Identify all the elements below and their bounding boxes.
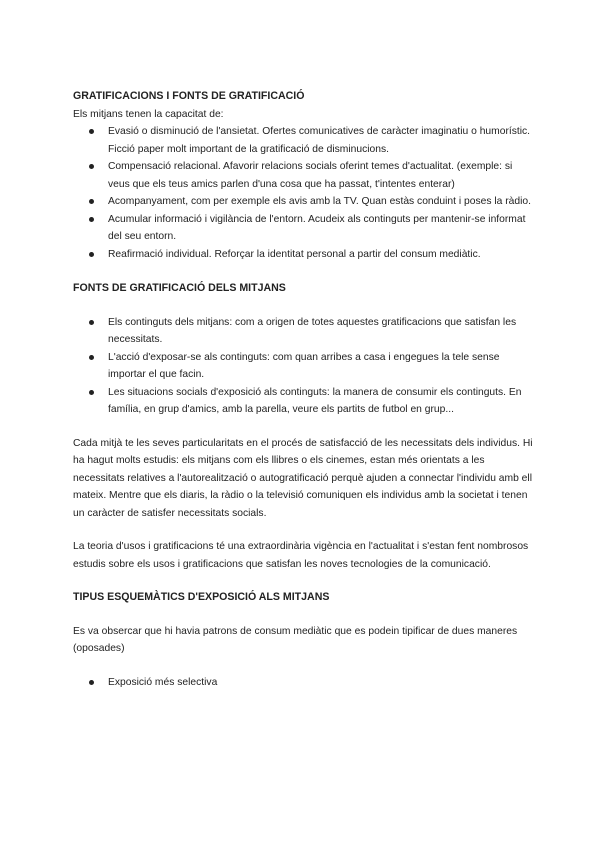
list-item: Compensació relacional. Afavorir relacions socials oferint temes d'actualitat. (exemple: si veus que els teus amics parlen d'una cosa que ha passat, t'intentes enterar) [73,158,533,193]
section-heading-gratificacions: GRATIFICACIONS I FONTS DE GRATIFICACIÓ [73,90,305,102]
list-item: Exposició més selectiva [73,674,533,692]
fonts-list [73,314,533,419]
gratificacions-list [73,123,533,263]
paragraph-patrons: Es va obsercar que hi havia patrons de consum mediàtic que es podein tipificar de dues maneres (oposades) [73,625,518,654]
list-item: Reafirmació individual. Reforçar la identitat personal a partir del consum mediàtic. [73,246,533,264]
document-page [73,88,533,691]
section-heading-tipus: TIPUS ESQUEMÀTICS D'EXPOSICIÓ ALS MITJANS [73,591,330,603]
section-heading-fonts: FONTS DE GRATIFICACIÓ DELS MITJANS [73,282,286,294]
list-item: L'acció d'exposar-se als continguts: com quan arribes a casa i engegues la tele sense importar el que facin. [73,349,533,384]
list-item: Acumular informació i vigilància de l'entorn. Acudeix als continguts per mantenir-se informat del seu entorn. [73,211,533,246]
list-item: Acompanyament, com per exemple els avis amb la TV. Quan estàs conduint i poses la ràdio. [73,193,533,211]
paragraph-teoria: La teoria d'usos i gratificacions té una extraordinària vigència en l'actualitat i s'estan fent nombrosos estudis sobre els usos i gratificacions que satisfan les noves tecnologies de la comunicació. [73,541,529,570]
intro-text: Els mitjans tenen la capacitat de: [73,108,224,120]
tipus-list [73,674,533,692]
list-item: Evasió o disminució de l'ansietat. Ofertes comunicatives de caràcter imaginatiu o humorístic. Ficció paper molt important de la gratificació de disminucions. [73,123,533,158]
list-item: Els continguts dels mitjans: com a origen de totes aquestes gratificacions que satisfan les necessitats. [73,314,533,349]
list-item: Les situacions socials d'exposició als continguts: la manera de consumir els continguts. En família, en grup d'amics, amb la parella, veure els partits de futbol en grup... [73,384,533,419]
paragraph-particularitats: Cada mitjà te les seves particularitats en el procés de satisfacció de les necessitats dels individus. Hi ha hagut molts estudis: els mitjans com els llibres o els cinemes, estan més orientats a les necessitats relatives a l'autorealització o autogratificació perquè ajuden a connectar l'individu amb ell mateix. Mentre que els diaris, la ràdio o la televisió comuniquen els individus amb la societat i tenen un caràcter de satisfer necessitats socials. [73,437,533,519]
